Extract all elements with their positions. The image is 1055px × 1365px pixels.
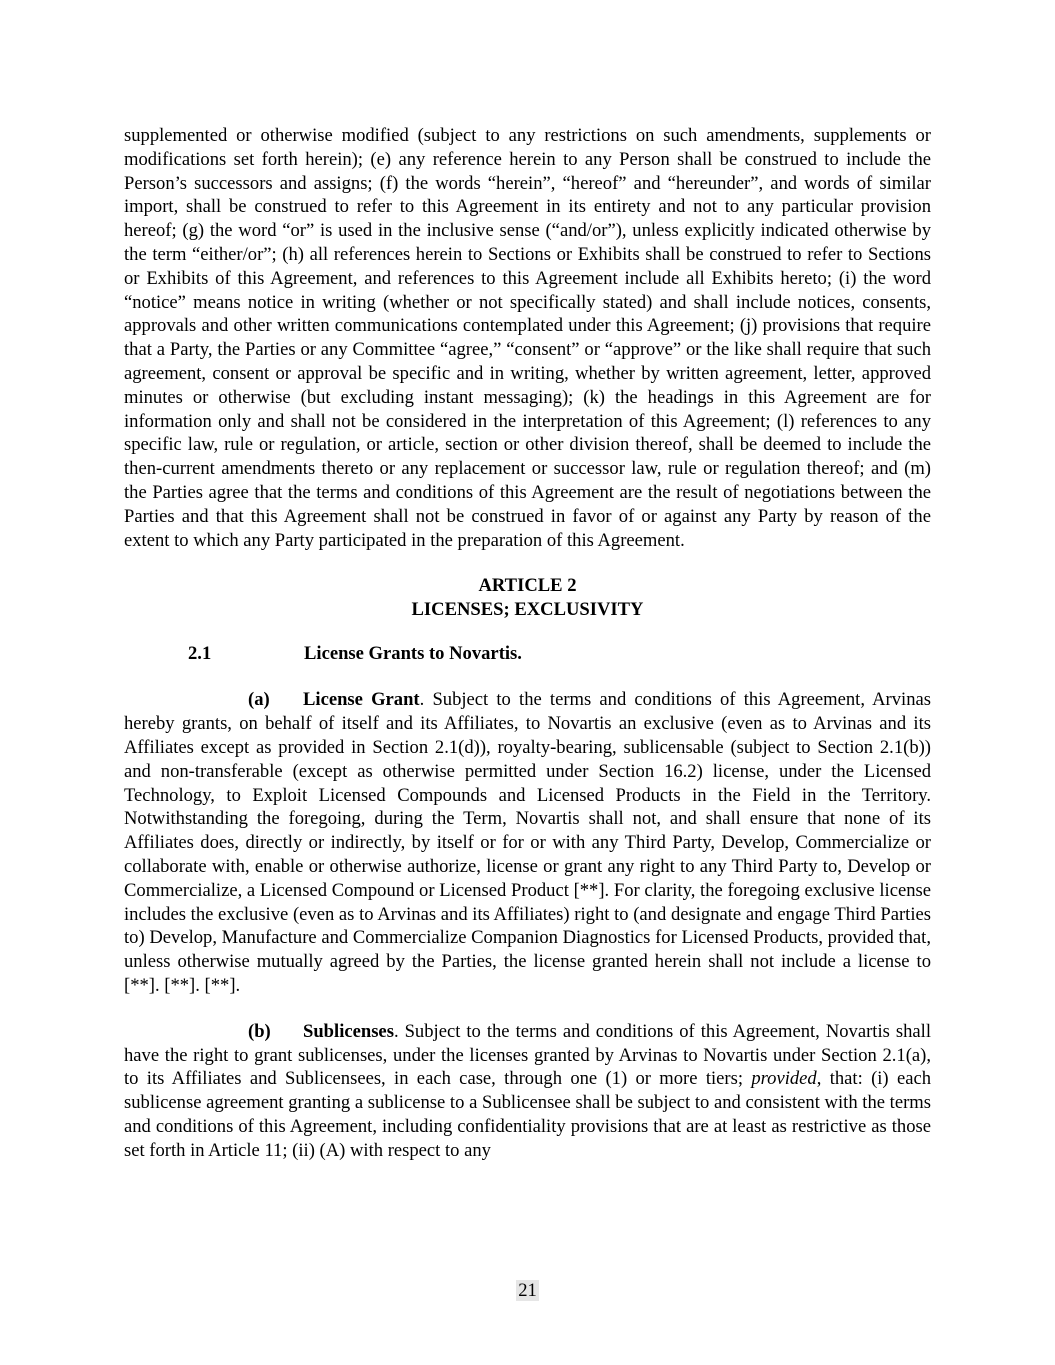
subsection-b-italic-word: provided bbox=[751, 1068, 817, 1090]
section-number: 2.1 bbox=[188, 643, 212, 665]
subsection-a-title: License Grant bbox=[303, 689, 420, 711]
page-number-value: 21 bbox=[518, 1280, 537, 1301]
subsection-b-text-after: , that: (i) each sublicense agreement granting a sublicense to a Sublicensee shall be subject to and consistent with the terms and conditions of this Agreement, including confidentiality provisions that are at least as restrictive as those set forth in Article 11; (ii) (A) with respect to any bbox=[124, 1068, 931, 1161]
article-heading bbox=[124, 574, 931, 622]
article-number: ARTICLE 2 bbox=[478, 575, 577, 597]
document-page bbox=[124, 124, 931, 1184]
subsection-a-text: . Subject to the terms and conditions of this Agreement, Arvinas hereby grants, on behalf of itself and its Affiliates, to Novartis an exclusive (even as to Arvinas and its Affiliates except as provided in Section 2.1(d)), royalty-bearing, sublicensable (subject to Section 2.1(b)) and non-transferable (except as otherwise permitted under Section 16.2) license, under the Licensed Technology, to Exploit Licensed Compounds and Licensed Products in the Field in the Territory. Notwithstanding the foregoing, during the Term, Novartis shall not, and shall ensure that none of its Affiliates does, directly or indirectly, by itself or for or with any Third Party, Develop, Commercialize or collaborate with, enable or otherwise authorize, license or grant any right to any Third Party to, Develop or Commercialize, a Licensed Compound or Licensed Product [**]. For clarity, the foregoing exclusive license includes the exclusive (even as to Arvinas and its Affiliates) right to (and designate and engage Third Parties to) Develop, Manufacture and Commercialize Companion Diagnostics for Licensed Products, provided that, unless otherwise mutually agreed by the Parties, the license granted herein shall not include a license to [**]. [**]. [**]. bbox=[124, 689, 931, 996]
subsection-b-title: Sublicenses bbox=[303, 1020, 394, 1042]
subsection-a-paragraph bbox=[124, 688, 931, 997]
article-title: LICENSES; EXCLUSIVITY bbox=[411, 599, 644, 621]
intro-paragraph: supplemented or otherwise modified (subject to any restrictions on such amendments, supplements or modifications set forth herein); (e) any reference herein to any Person shall be construed to include the Person’s successors and assigns; (f) the words “herein”, “hereof” and “hereunder”, and words of similar import, shall be construed to refer to this Agreement in its entirety and not to any particular provision hereof; (g) the word “or” is used in the inclusive sense (“and/or”), unless explicitly indicated otherwise by the term “either/or”; (h) all references herein to Sections or Exhibits shall be construed to refer to Sections or Exhibits of this Agreement, and references to this Agreement include all Exhibits hereto; (i) the word “notice” means notice in writing (whether or not specifically stated) and shall include notices, consents, approvals and other written communications contemplated under this Agreement; (j) provisions that require that a Party, the Parties or any Committee “agree,” “consent” or “approve” or the like shall require that such agreement, consent or approval be specific and in writing, whether by written agreement, letter, approved minutes or otherwise (but excluding instant messaging); (k) the headings in this Agreement are for information only and shall not be considered in the interpretation of this Agreement; (l) references to any specific law, rule or regulation, or article, section or other division thereof, shall be deemed to include the then-current amendments thereto or any replacement or successor law, rule or regulation thereof; and (m) the Parties agree that the terms and conditions of this Agreement are the result of negotiations between the Parties and that this Agreement shall not be construed in favor of or against any Party by reason of the extent to which any Party participated in the preparation of this Agreement. bbox=[124, 125, 931, 551]
page-number bbox=[0, 1280, 1055, 1302]
subsection-b-label: (b) bbox=[248, 1020, 271, 1042]
subsection-a-label: (a) bbox=[248, 689, 270, 711]
subsection-b-text-before: . Subject to the terms and conditions of this Agreement, Novartis shall have the right to grant sublicenses, under the licenses granted by Arvinas to Novartis under Section 2.1(a), to its Affiliates and Sublicensees, in each case, through one (1) or more tiers; bbox=[124, 1020, 931, 1090]
subsection-b-paragraph bbox=[124, 1020, 931, 1163]
section-title: License Grants to Novartis. bbox=[304, 643, 522, 665]
section-heading bbox=[124, 642, 931, 666]
